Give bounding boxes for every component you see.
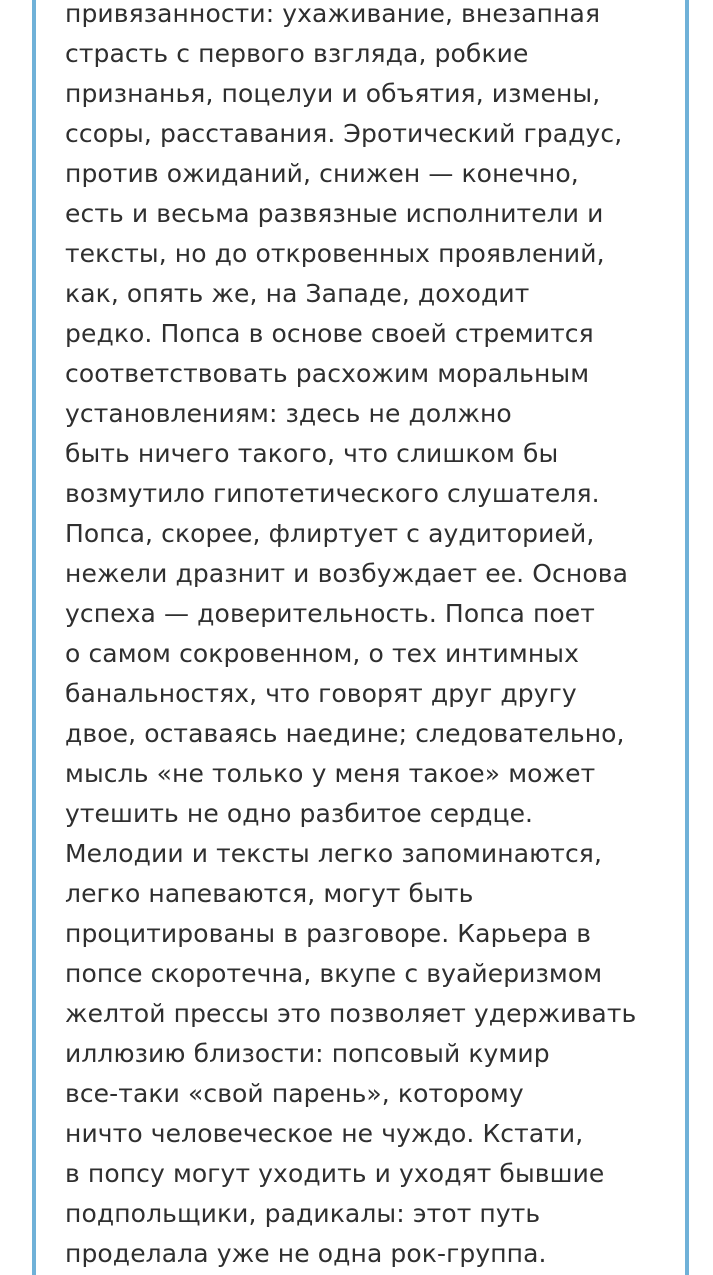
text-line: против ожиданий, снижен — конечно, (65, 159, 579, 188)
text-line: мысль «не только у меня такое» может (65, 759, 596, 788)
text-line: ссоры, расставания. Эротический градус, (65, 119, 623, 148)
text-line: редко. Попса в основе своей стремится (65, 319, 594, 348)
left-border-line (32, 0, 36, 1275)
text-line: возмутило гипотетического слушателя. (65, 479, 600, 508)
text-line: о самом сокровенном, о тех интимных (65, 639, 579, 668)
text-line: двое, оставаясь наедине; следовательно, (65, 719, 625, 748)
text-line: в попсу могут уходить и уходят бывшие (65, 1159, 605, 1188)
body-text (65, 0, 680, 1274)
text-line: легко напеваются, могут быть (65, 879, 474, 908)
text-line: желтой прессы это позволяет удерживать (65, 999, 637, 1028)
text-line: как, опять же, на Западе, доходит (65, 279, 530, 308)
text-line: быть ничего такого, что слишком бы (65, 439, 559, 468)
text-line: ничто человеческое не чуждо. Кстати, (65, 1119, 584, 1148)
text-line: банальностях, что говорят друг другу (65, 679, 577, 708)
text-line: иллюзию близости: попсовый кумир (65, 1039, 550, 1068)
text-line: тексты, но до откровенных проявлений, (65, 239, 605, 268)
text-line: признанья, поцелуи и объятия, измены, (65, 79, 601, 108)
text-line: попсе скоротечна, вкупе с вуайеризмом (65, 959, 603, 988)
text-line: Мелодии и тексты легко запоминаются, (65, 839, 602, 868)
text-line: привязанности: ухаживание, внезапная (65, 0, 601, 28)
text-line: процитированы в разговоре. Карьера в (65, 919, 592, 948)
text-line: успеха — доверительность. Попса поет (65, 599, 595, 628)
text-line: есть и весьма развязные исполнители и (65, 199, 604, 228)
text-line: страсть с первого взгляда, робкие (65, 39, 529, 68)
text-line: все-таки «свой парень», которому (65, 1079, 524, 1108)
text-line: соответствовать расхожим моральным (65, 359, 590, 388)
text-line: утешить не одно разбитое сердце. (65, 799, 534, 828)
text-line: подпольщики, радикалы: этот путь (65, 1199, 541, 1228)
text-line: установлениям: здесь не должно (65, 399, 512, 428)
right-border-line (685, 0, 689, 1275)
text-line: проделала уже не одна рок-группа. (65, 1239, 547, 1268)
text-line: Попса, скорее, флиртует с аудиторией, (65, 519, 595, 548)
text-line: нежели дразнит и возбуждает ее. Основа (65, 559, 628, 588)
